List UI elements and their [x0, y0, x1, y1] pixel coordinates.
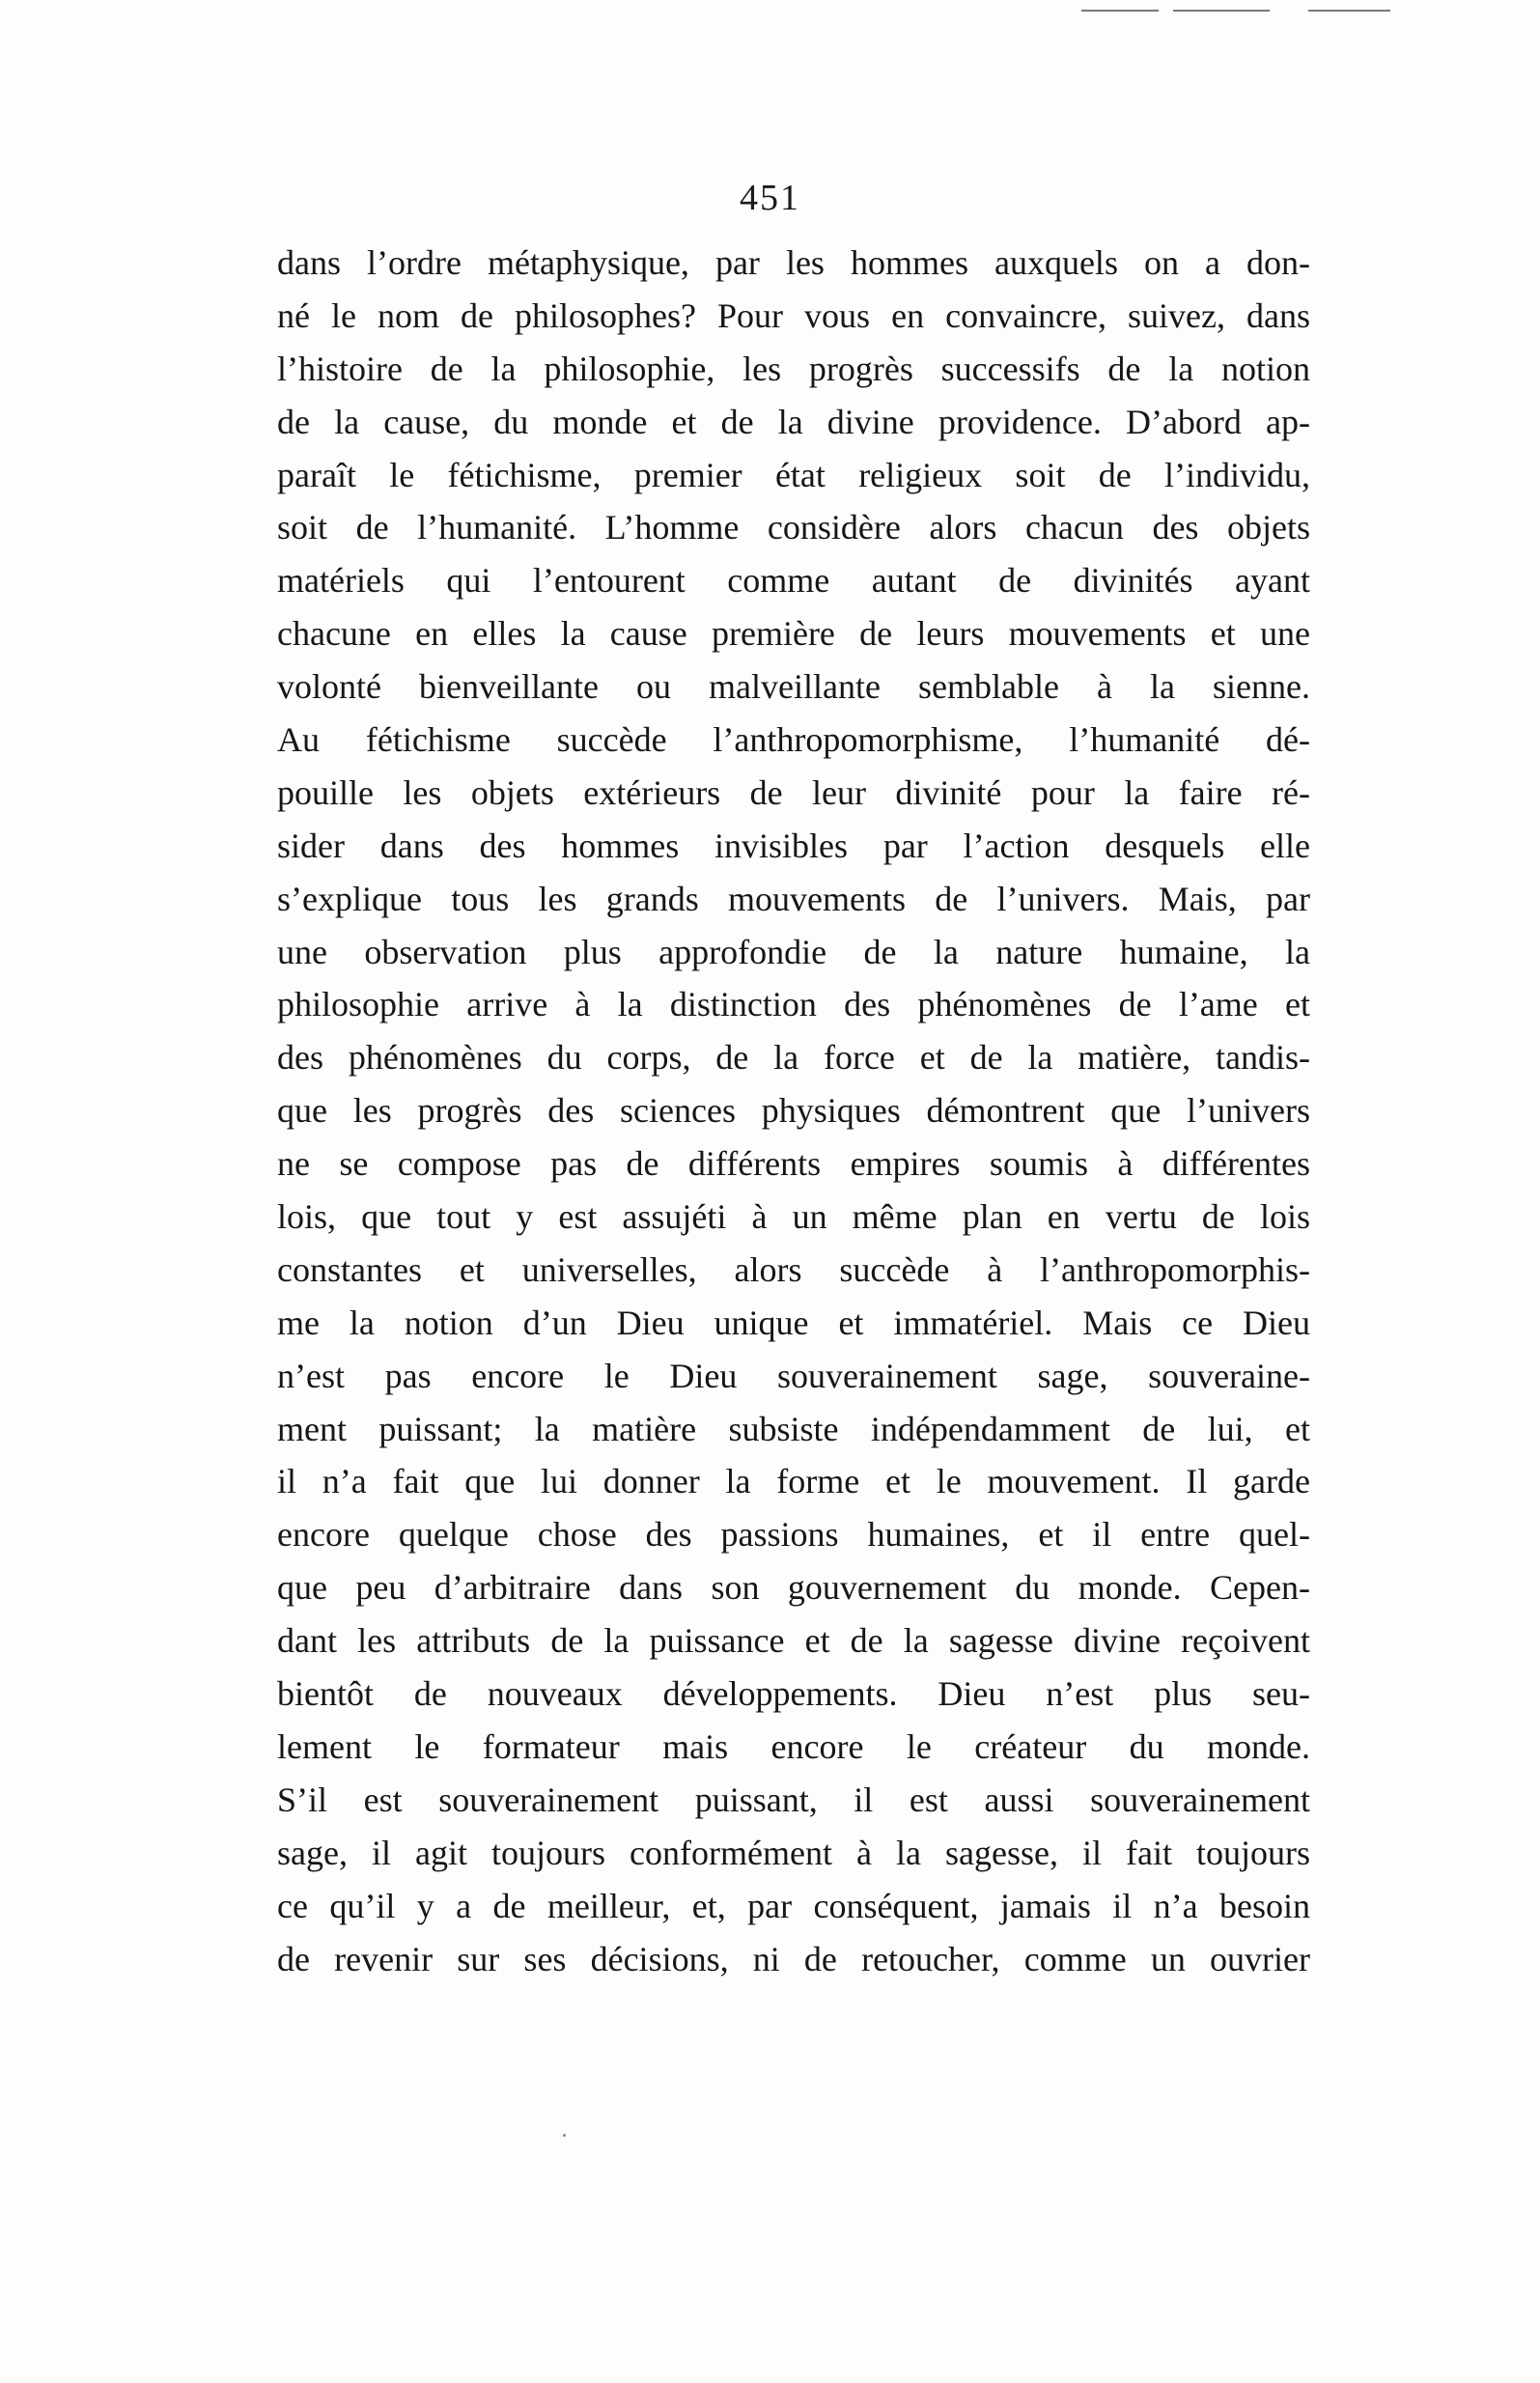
text-line: de la cause, du monde et de la divine providence. D’abord ap- — [277, 402, 1310, 441]
text-line: lement le formateur mais encore le créateur du monde. — [277, 1726, 1310, 1766]
body-text — [277, 237, 1310, 1985]
text-line: constantes et universelles, alors succède à l’anthropomorphis- — [277, 1249, 1310, 1289]
text-line: Au fétichisme succède l’anthropomorphisme, l’humanité dé- — [277, 720, 1310, 760]
text-line: me la notion d’un Dieu unique et immatériel. Mais ce Dieu — [277, 1303, 1310, 1342]
text-line: s’explique tous les grands mouvements de l’univers. Mais, par — [277, 879, 1310, 918]
text-line: né le nom de philosophes? Pour vous en convaincre, suivez, dans — [277, 295, 1310, 335]
text-line: S’il est souverainement puissant, il est aussi souverainement — [277, 1780, 1310, 1819]
text-line: soit de l’humanité. L’homme considère alors chacun des objets — [277, 508, 1310, 547]
text-line: de revenir sur ses décisions, ni de retoucher, comme un ouvrier — [277, 1939, 1310, 1978]
text-line: que les progrès des sciences physiques démontrent que l’univers — [277, 1091, 1310, 1131]
text-line: encore quelque chose des passions humaines, et il entre quel- — [277, 1515, 1310, 1555]
text-line: chacune en elles la cause première de leurs mouvements et une — [277, 614, 1310, 654]
text-line: sider dans des hommes invisibles par l’action desquels elle — [277, 826, 1310, 865]
text-line: ce qu’il y a de meilleur, et, par conséquent, jamais il n’a besoin — [277, 1886, 1310, 1925]
top-rule-middle — [1173, 10, 1270, 12]
text-line: que peu d’arbitraire dans son gouvernement du monde. Cepen- — [277, 1568, 1310, 1608]
top-rule-left — [1081, 10, 1159, 12]
text-line: sage, il agit toujours conformément à la sagesse, il fait toujours — [277, 1833, 1310, 1872]
text-line: dans l’ordre métaphysique, par les hommes auxquels on a don- — [277, 243, 1310, 282]
text-line: paraît le fétichisme, premier état religieux soit de l’individu, — [277, 455, 1310, 494]
text-line: une observation plus approfondie de la nature humaine, la — [277, 932, 1310, 971]
text-line: ment puissant; la matière subsiste indépendamment de lui, et — [277, 1409, 1310, 1448]
page-number: 451 — [740, 178, 800, 218]
text-line: matériels qui l’entourent comme autant de divinités ayant — [277, 561, 1310, 601]
text-line: philosophie arrive à la distinction des phénomènes de l’ame et — [277, 985, 1310, 1024]
text-line: il n’a fait que lui donner la forme et le mouvement. Il garde — [277, 1462, 1310, 1501]
text-line: n’est pas encore le Dieu souverainement sage, souveraine- — [277, 1356, 1310, 1395]
scan-speck — [563, 2134, 566, 2137]
text-line: pouille les objets extérieurs de leur divinité pour la faire ré- — [277, 772, 1310, 812]
text-line: des phénomènes du corps, de la force et de la matière, tandis- — [277, 1038, 1310, 1078]
text-line: volonté bienveillante ou malveillante semblable à la sienne. — [277, 667, 1310, 707]
top-rule-right — [1308, 10, 1390, 12]
text-line: l’histoire de la philosophie, les progrès successifs de la notion — [277, 349, 1310, 388]
text-line: ne se compose pas de différents empires soumis à différentes — [277, 1144, 1310, 1184]
text-line: lois, que tout y est assujéti à un même plan en vertu de lois — [277, 1197, 1310, 1237]
text-line: bientôt de nouveaux développements. Dieu n’est plus seu- — [277, 1674, 1310, 1714]
text-line: dant les attributs de la puissance et de la sagesse divine reçoivent — [277, 1621, 1310, 1661]
